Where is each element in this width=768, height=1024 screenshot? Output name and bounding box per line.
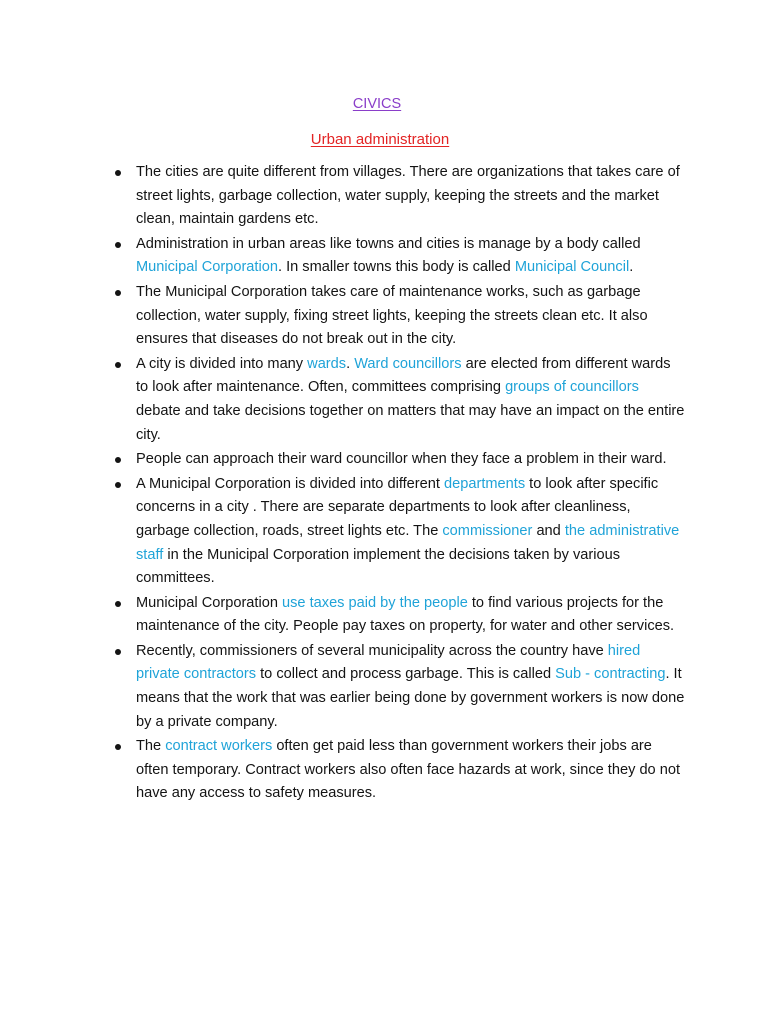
highlighted-term: use taxes paid by the people xyxy=(282,594,468,611)
list-item-text: to find various projects for the maintenance of the city. People pay taxes on property, for water and other services. xyxy=(136,594,675,635)
bullet-icon xyxy=(115,601,121,607)
list-item-text: . In smaller towns this body is called xyxy=(277,259,515,276)
list-item-text: People can approach their ward councillor when they face a problem in their ward. xyxy=(136,451,667,468)
list-item xyxy=(115,353,685,447)
list-item-text: and xyxy=(532,522,565,539)
highlighted-term: groups of councillors xyxy=(505,379,639,396)
list-item-text: to collect and process garbage. This is called xyxy=(256,666,556,683)
bullet-icon xyxy=(115,457,121,463)
list-item xyxy=(115,233,685,280)
highlighted-term: Municipal Council xyxy=(514,259,630,276)
list-item-text: The cities are quite different from villages. There are organizations that takes care of street lights, garbage collection, water supply, keeping the streets and the market clean, maintain gardens etc. xyxy=(136,164,680,228)
highlighted-term: Sub - contracting xyxy=(555,666,666,683)
highlighted-term: the administrative staff xyxy=(136,522,680,563)
list-item-text: to look after specific concerns in a city . There are separate departments to look after cleanliness, garbage collection, roads, street lights etc. The xyxy=(136,475,659,539)
list-item-text: A Municipal Corporation is divided into different xyxy=(136,475,444,492)
bullet-list xyxy=(115,161,685,807)
bullet-icon xyxy=(115,649,121,655)
highlighted-term: commissioner xyxy=(442,522,533,539)
list-item-text: Municipal Corporation xyxy=(136,594,283,611)
highlighted-term: Municipal Corporation xyxy=(136,259,278,276)
list-item xyxy=(115,592,685,639)
list-item-text: Recently, commissioners of several municipality across the country have xyxy=(136,642,608,659)
list-item-text: in the Municipal Corporation implement the decisions taken by various committees. xyxy=(136,546,621,587)
bullet-icon xyxy=(115,482,121,488)
list-item-text: A city is divided into many xyxy=(136,355,308,372)
list-item-text: The xyxy=(136,738,166,755)
list-item-text: debate and take decisions together on matters that may have an impact on the entire city. xyxy=(136,402,685,443)
list-item-text: Administration in urban areas like towns and cities is manage by a body called xyxy=(136,235,641,252)
page-heading: Urban administration xyxy=(310,131,450,148)
bullet-icon xyxy=(115,290,121,296)
highlighted-term: Ward councillors xyxy=(354,355,462,372)
list-item-text: The Municipal Corporation takes care of maintenance works, such as garbage collection, water supply, fixing street lights, keeping the streets clean etc. It also ensures that diseases do not break out in the city. xyxy=(136,283,648,348)
highlighted-term: departments xyxy=(444,475,526,492)
highlighted-term: contract workers xyxy=(165,738,273,755)
bullet-icon xyxy=(115,242,121,248)
subject-title: CIVICS xyxy=(352,96,402,112)
highlighted-term: wards xyxy=(307,355,347,372)
list-item xyxy=(115,281,685,352)
list-item xyxy=(115,640,685,734)
list-item-text: are elected from different wards to look after maintenance. Often, committees comprising xyxy=(136,355,671,396)
list-item xyxy=(115,735,685,806)
bullet-icon xyxy=(115,744,121,750)
bullet-icon xyxy=(115,170,121,176)
highlighted-term: hired private contractors xyxy=(136,642,641,683)
list-item xyxy=(115,161,685,232)
list-item-text: . xyxy=(346,355,355,372)
list-item xyxy=(115,473,685,591)
list-item-text: often get paid less than government workers their jobs are often temporary. Contract workers also often face hazards at work, since they do not have any access to safety measures. xyxy=(136,738,681,802)
list-item-text: . xyxy=(629,259,634,276)
list-item xyxy=(115,448,685,472)
list-item-text: . It means that the work that was earlier being done by government workers is now done by a private company. xyxy=(136,666,685,730)
bullet-icon xyxy=(115,362,121,368)
